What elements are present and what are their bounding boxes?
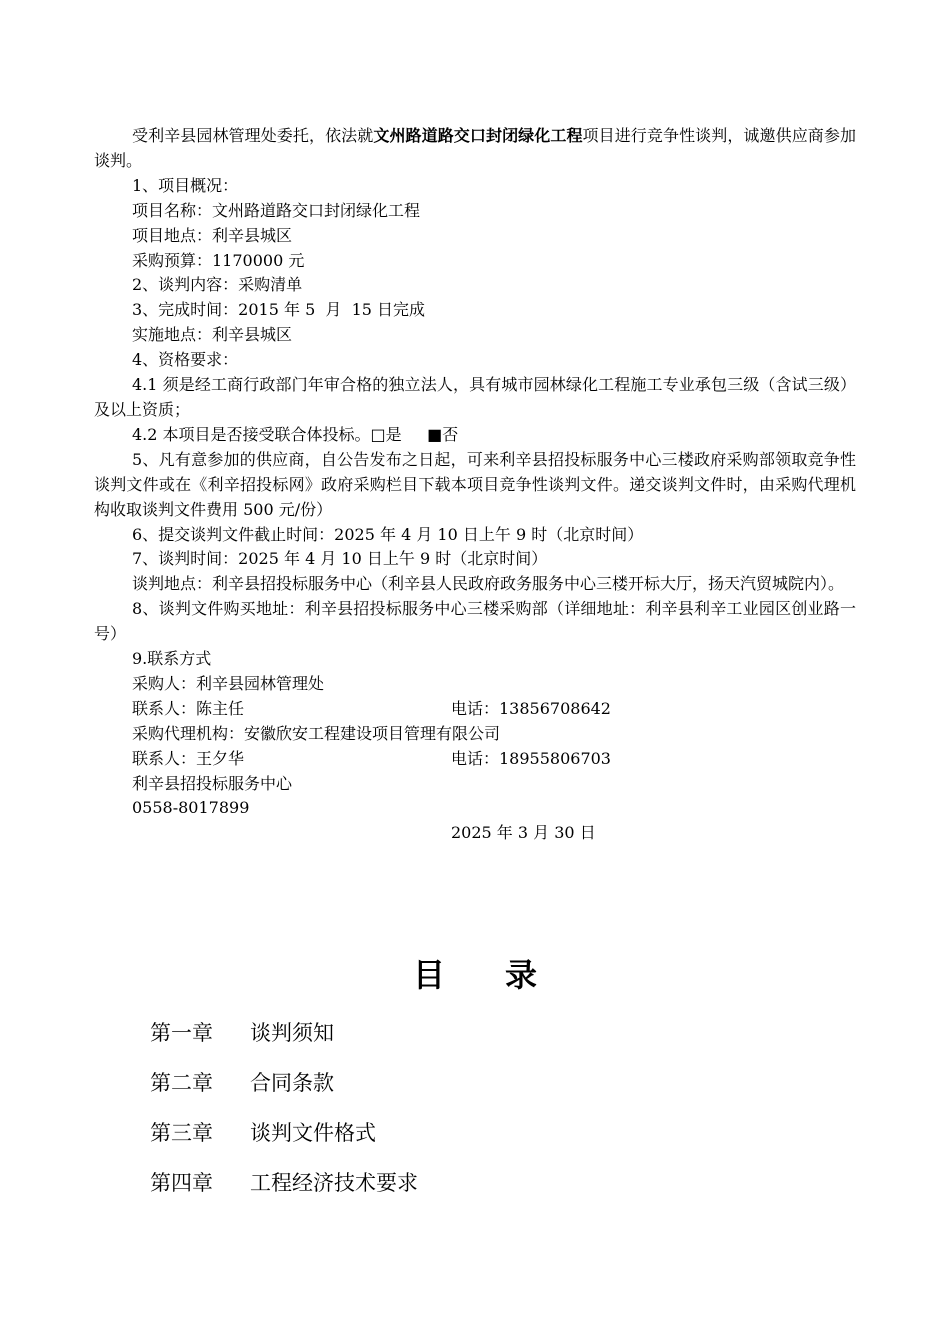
contact2: 联系人：王夕华: [132, 748, 245, 768]
toc-chapter-title: 工程经济技术要求: [250, 1171, 418, 1195]
agency: 采购代理机构：安徽欣安工程建设项目管理有限公司: [132, 723, 501, 743]
negotiation-place: 谈判地点：利辛县招投标服务中心（利辛县人民政府政务服务中心三楼开标大厅，扬天汽贸城院内）。: [132, 574, 845, 594]
item4-heading: 4、资格要求：: [132, 350, 239, 370]
toc-item: [150, 1066, 418, 1116]
project-name-bold: 文州路道路交口封闭绿化工程: [373, 126, 583, 145]
toc-chapter: 第一章: [150, 1021, 213, 1045]
item5: 5、凡有意参加的供应商，自公告发布之日起，可来利辛县招投标服务中心三楼政府采购部领取竞争性谈判文件或在《利辛招投标网》政府采购栏目下载本项目竞争性谈判文件。递交谈判文件时，由采购代理机构收取谈判文件费用 500 元/份）: [94, 449, 856, 519]
table-of-contents: [150, 1016, 418, 1216]
toc-item: [150, 1116, 418, 1166]
intro-prefix: 受利辛县园林管理处委托，依法就: [132, 126, 374, 145]
toc-chapter: 第四章: [150, 1171, 213, 1195]
phone2: 电话：18955806703: [451, 748, 611, 768]
budget: 采购预算：1170000 元: [132, 250, 305, 270]
toc-chapter: 第三章: [150, 1121, 213, 1145]
contact-row-2: [94, 747, 856, 772]
item3: 3、完成时间：2015 年 5 月 15 日完成: [132, 300, 426, 320]
contact1: 联系人：陈主任: [132, 698, 245, 718]
item4-2: 4.2 本项目是否接受联合体投标。□是 ■否: [132, 424, 459, 444]
project-name: 项目名称：文州路道路交口封闭绿化工程: [132, 200, 421, 220]
toc-chapter: 第二章: [150, 1071, 213, 1095]
toc-chapter-title: 谈判须知: [250, 1021, 334, 1045]
toc-chapter-title: 合同条款: [250, 1071, 334, 1095]
phone1: 电话：13856708642: [451, 698, 611, 718]
item9-heading: 9.联系方式: [132, 649, 212, 669]
item4-1: 4.1 须是经工商行政部门年审合格的独立法人，具有城市园林绿化工程施工专业承包三级（含试三级）及以上资质；: [94, 375, 856, 419]
purchaser: 采购人：利辛县园林管理处: [132, 673, 325, 693]
site: 实施地点：利辛县城区: [132, 325, 293, 345]
intro-suffix: 项目进行竞争性谈判，诚邀供应商参加谈判。: [94, 126, 856, 170]
intro-paragraph: [94, 124, 856, 174]
item1-heading: 1、项目概况：: [132, 175, 239, 195]
item2: 2、谈判内容：采购清单: [132, 275, 303, 295]
toc-item: [150, 1166, 418, 1216]
toc-item: [150, 1016, 418, 1066]
item7: 7、谈判时间：2025 年 4 月 10 日上午 9 时（北京时间）: [132, 549, 548, 569]
toc-title: [0, 950, 950, 996]
toc-title-char-1: 目: [412, 956, 445, 994]
center: 利辛县招投标服务中心: [132, 773, 293, 793]
toc-chapter-title: 谈判文件格式: [250, 1121, 376, 1145]
contact-row-1: [94, 697, 856, 722]
item6: 6、提交谈判文件截止时间：2025 年 4 月 10 日上午 9 时（北京时间）: [132, 524, 644, 544]
project-location: 项目地点：利辛县城区: [132, 225, 293, 245]
procurement-notice: [94, 124, 856, 846]
center-phone: 0558-8017899: [132, 798, 250, 818]
notice-date: 2025 年 3 月 30 日: [451, 823, 596, 843]
toc-title-char-2: 录: [505, 956, 538, 994]
item8: 8、谈判文件购买地址：利辛县招投标服务中心三楼采购部（详细地址：利辛县利辛工业园区创业路一号）: [94, 599, 856, 644]
